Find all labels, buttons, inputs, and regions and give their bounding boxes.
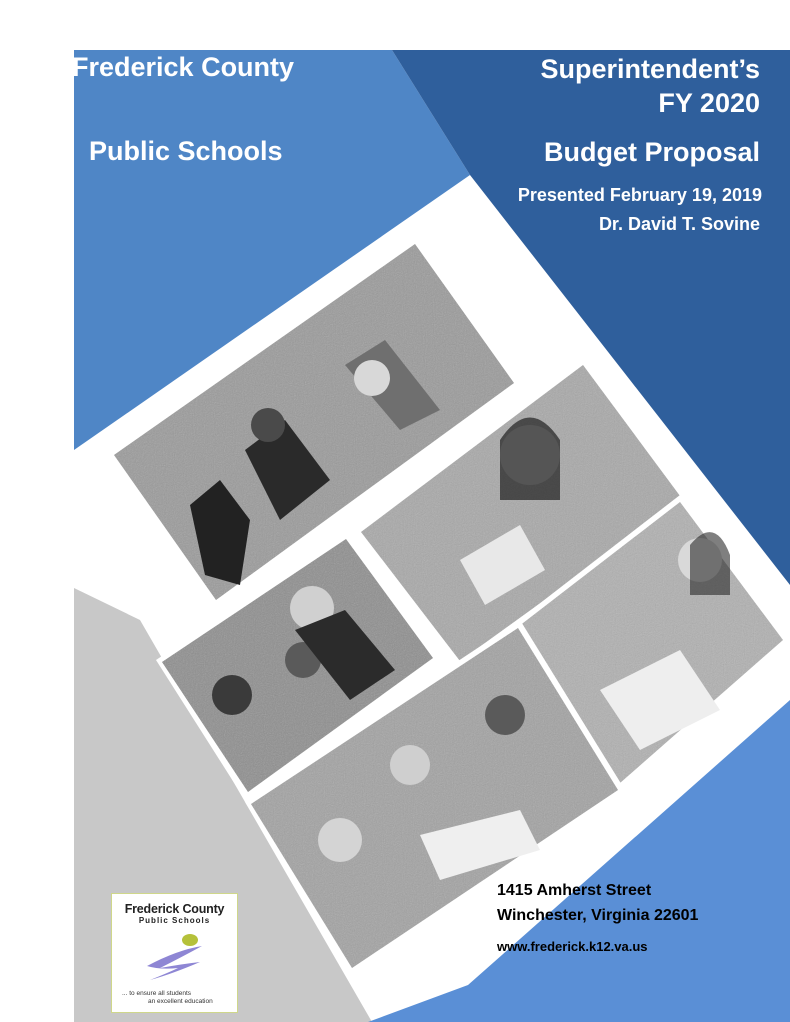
logo-tagline-line1: ... to ensure all students [122, 990, 192, 997]
district-name-line1: Frederick County [72, 52, 295, 82]
logo-tagline-line2: an excellent education [148, 998, 213, 1005]
logo-swoosh-icon [142, 928, 212, 988]
address-city: Winchester, Virginia 22601 [497, 907, 699, 924]
presenter-name: Dr. David T. Sovine [598, 214, 760, 234]
logo-subtitle: Public Schools [138, 916, 211, 925]
district-name-line2: Public Schools [89, 136, 283, 166]
district-logo [111, 893, 238, 1013]
presentation-date: Presented February 19, 2019 [517, 185, 762, 205]
document-title-line3: Budget Proposal [543, 137, 760, 167]
address-street: 1415 Amherst Street [497, 882, 652, 899]
document-title-line1: Superintendent’s [540, 54, 760, 84]
logo-title: Frederick County [124, 902, 225, 916]
presented-clip [492, 182, 762, 212]
website-url: www.frederick.k12.va.us [497, 939, 648, 954]
document-title-line2: FY 2020 [658, 88, 760, 118]
